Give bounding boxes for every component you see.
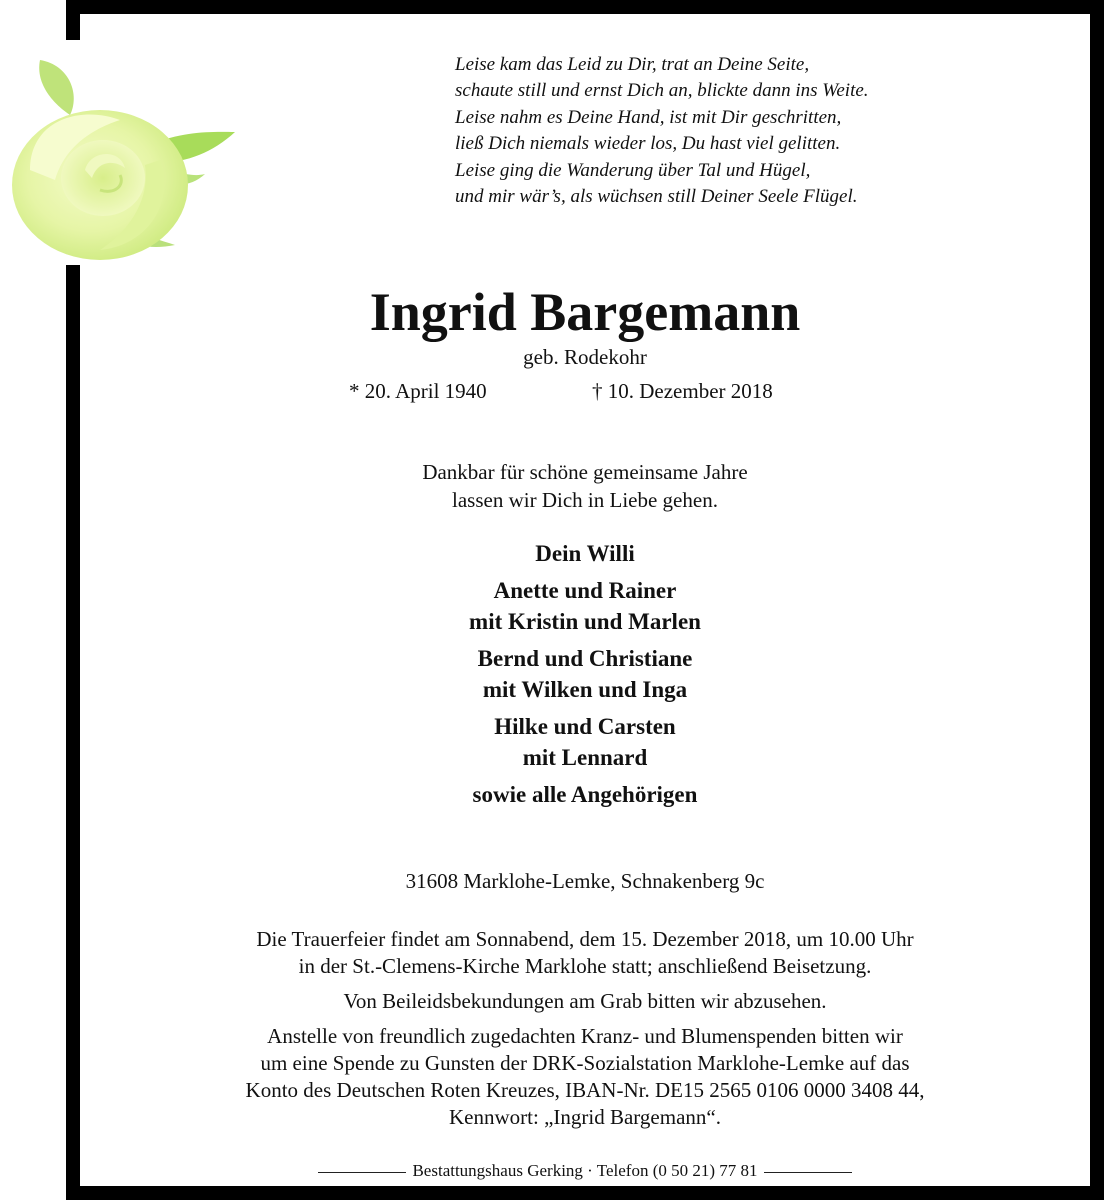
notice-line: um eine Spende zu Gunsten der DRK-Sozialstation Marklohe-Lemke auf das [260,1051,910,1075]
mourner-group [80,538,1090,569]
mourner-line: mit Wilken und Inga [482,677,688,702]
mourner-group [80,643,1090,705]
mourner-group [80,711,1090,773]
mourner-line: mit Lennard [522,745,648,770]
border-right [1090,0,1104,1200]
white-rose-icon [0,50,240,265]
birth-name: geb. Rodekohr [523,345,647,369]
poem [455,52,1075,210]
poem-line: ließ Dich niemals wieder los, Du hast viel gelitten. [455,133,841,155]
poem-line: schaute still und ernst Dich an, blickte dann ins Weite. [455,80,869,102]
notice-paragraph [80,1023,1090,1131]
funeral-home-footer [80,1160,1090,1182]
mourner-line: Hilke und Carsten [494,714,676,739]
mourner-line: Bernd und Christiane [477,646,693,671]
poem-line: Leise nahm es Deine Hand, ist mit Dir geschritten, [455,106,842,128]
thanks-line: lassen wir Dich in Liebe gehen. [452,488,718,512]
poem-line: Leise ging die Wanderung über Tal und Hügel, [455,159,811,181]
address: 31608 Marklohe-Lemke, Schnakenberg 9c [405,869,765,893]
mourner-line: mit Kristin und Marlen [469,609,701,634]
notice-line: Kennwort: „Ingrid Bargemann“. [449,1105,721,1129]
mourner-line: Dein Willi [535,541,635,566]
thanks-text [80,458,1090,514]
deceased-name: Ingrid Bargemann [369,282,801,342]
border-bottom [66,1186,1104,1200]
notice-line: Anstelle von freundlich zugedachten Kranz- und Blumenspenden bitten wir [267,1024,903,1048]
notice-line: Von Beileidsbekundungen am Grab bitten wir abzusehen. [343,989,827,1013]
divider [764,1172,852,1173]
thanks-line: Dankbar für schöne gemeinsame Jahre [422,460,748,484]
mourner-group [80,575,1090,637]
funeral-home-contact: Bestattungshaus Gerking · Telefon (0 50 21) 77 81 [412,1161,758,1180]
notice-paragraph [80,988,1090,1015]
notice-paragraph [80,926,1090,980]
divider [318,1172,406,1173]
mourner-group [80,779,1090,810]
poem-line: Leise kam das Leid zu Dir, trat an Deine Seite, [455,54,810,75]
notice-line: Die Trauerfeier findet am Sonnabend, dem 15. Dezember 2018, um 10.00 Uhr [256,927,914,951]
birth-date: * 20. April 1940 [349,379,487,403]
poem-line: und mir wär’s, als wüchsen still Deiner Seele Flügel. [455,186,858,208]
notice-line: Konto des Deutschen Roten Kreuzes, IBAN-Nr. DE15 2565 0106 0000 3408 44, [245,1078,925,1102]
notice-line: in der St.-Clemens-Kirche Marklohe statt; anschließend Beisetzung. [298,954,872,978]
mourner-line: Anette und Rainer [493,578,677,603]
death-date: † 10. Dezember 2018 [592,379,773,403]
border-top [66,0,1104,14]
funeral-notice [80,926,1090,1139]
mourner-line: sowie alle Angehörigen [472,782,698,807]
mourners-list [80,538,1090,816]
